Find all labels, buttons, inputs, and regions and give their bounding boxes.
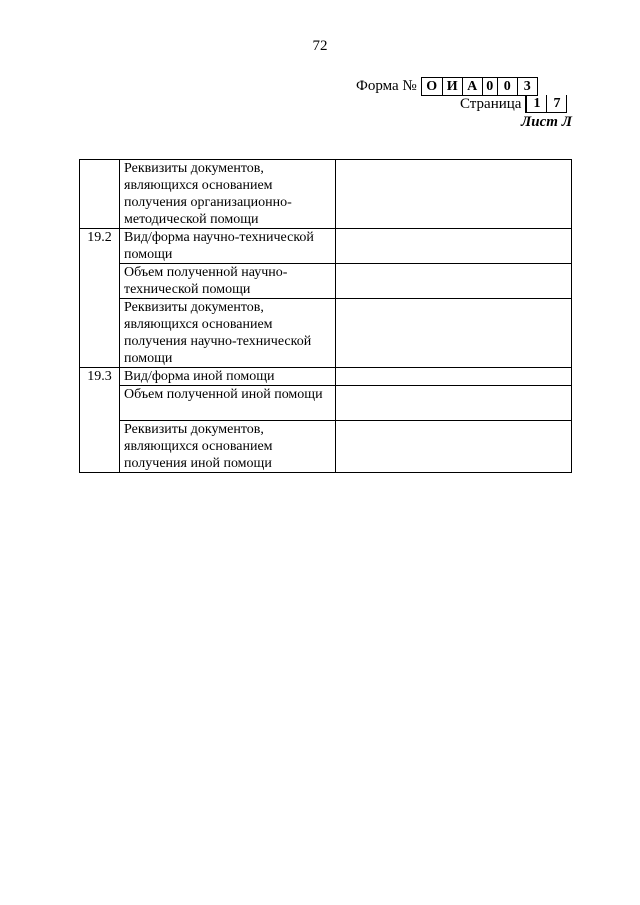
table-row	[80, 421, 572, 473]
row-label: Вид/форма иной помощи	[120, 368, 336, 386]
row-value	[336, 229, 572, 264]
assistance-table	[79, 159, 572, 473]
row-number: 19.2	[80, 229, 120, 368]
page-index-row	[460, 95, 567, 113]
form-code-box	[421, 77, 538, 96]
row-label: Реквизиты документов, являющихся основанием получения иной помощи	[120, 421, 336, 473]
table-row	[80, 160, 572, 229]
row-value	[336, 264, 572, 299]
page-digits-box	[525, 95, 567, 113]
row-value	[336, 386, 572, 421]
row-number: 19.3	[80, 368, 120, 473]
row-value	[336, 421, 572, 473]
row-label: Объем полученной иной помощи	[120, 386, 336, 421]
row-value	[336, 368, 572, 386]
table-row	[80, 386, 572, 421]
form-code-cell: И	[442, 78, 462, 95]
page-digit-cell: 1	[526, 95, 546, 112]
sheet-label: Лист Л	[521, 114, 572, 130]
row-label: Объем полученной научно-технической помощи	[120, 264, 336, 299]
form-number-row	[356, 77, 538, 95]
row-label: Вид/форма научно-технической помощи	[120, 229, 336, 264]
table-row	[80, 368, 572, 386]
page-digit-cell: 7	[546, 95, 566, 112]
table-row	[80, 299, 572, 368]
form-code-cell: 3	[517, 78, 537, 95]
row-value	[336, 299, 572, 368]
table-row	[80, 229, 572, 264]
row-number	[80, 160, 120, 229]
row-label: Реквизиты документов, являющихся основанием получения организационно-методической помощи	[120, 160, 336, 229]
page-label: Страница	[460, 95, 522, 112]
form-code-cell: О	[426, 78, 438, 94]
form-code-cell: А	[462, 78, 482, 95]
table-row	[80, 264, 572, 299]
form-label: Форма №	[356, 77, 417, 94]
form-code-cell: 0	[482, 78, 497, 95]
form-code-cell: 0	[497, 78, 517, 95]
row-label: Реквизиты документов, являющихся основанием получения научно-технической помощи	[120, 299, 336, 368]
page-number: 72	[312, 38, 328, 54]
row-value	[336, 160, 572, 229]
